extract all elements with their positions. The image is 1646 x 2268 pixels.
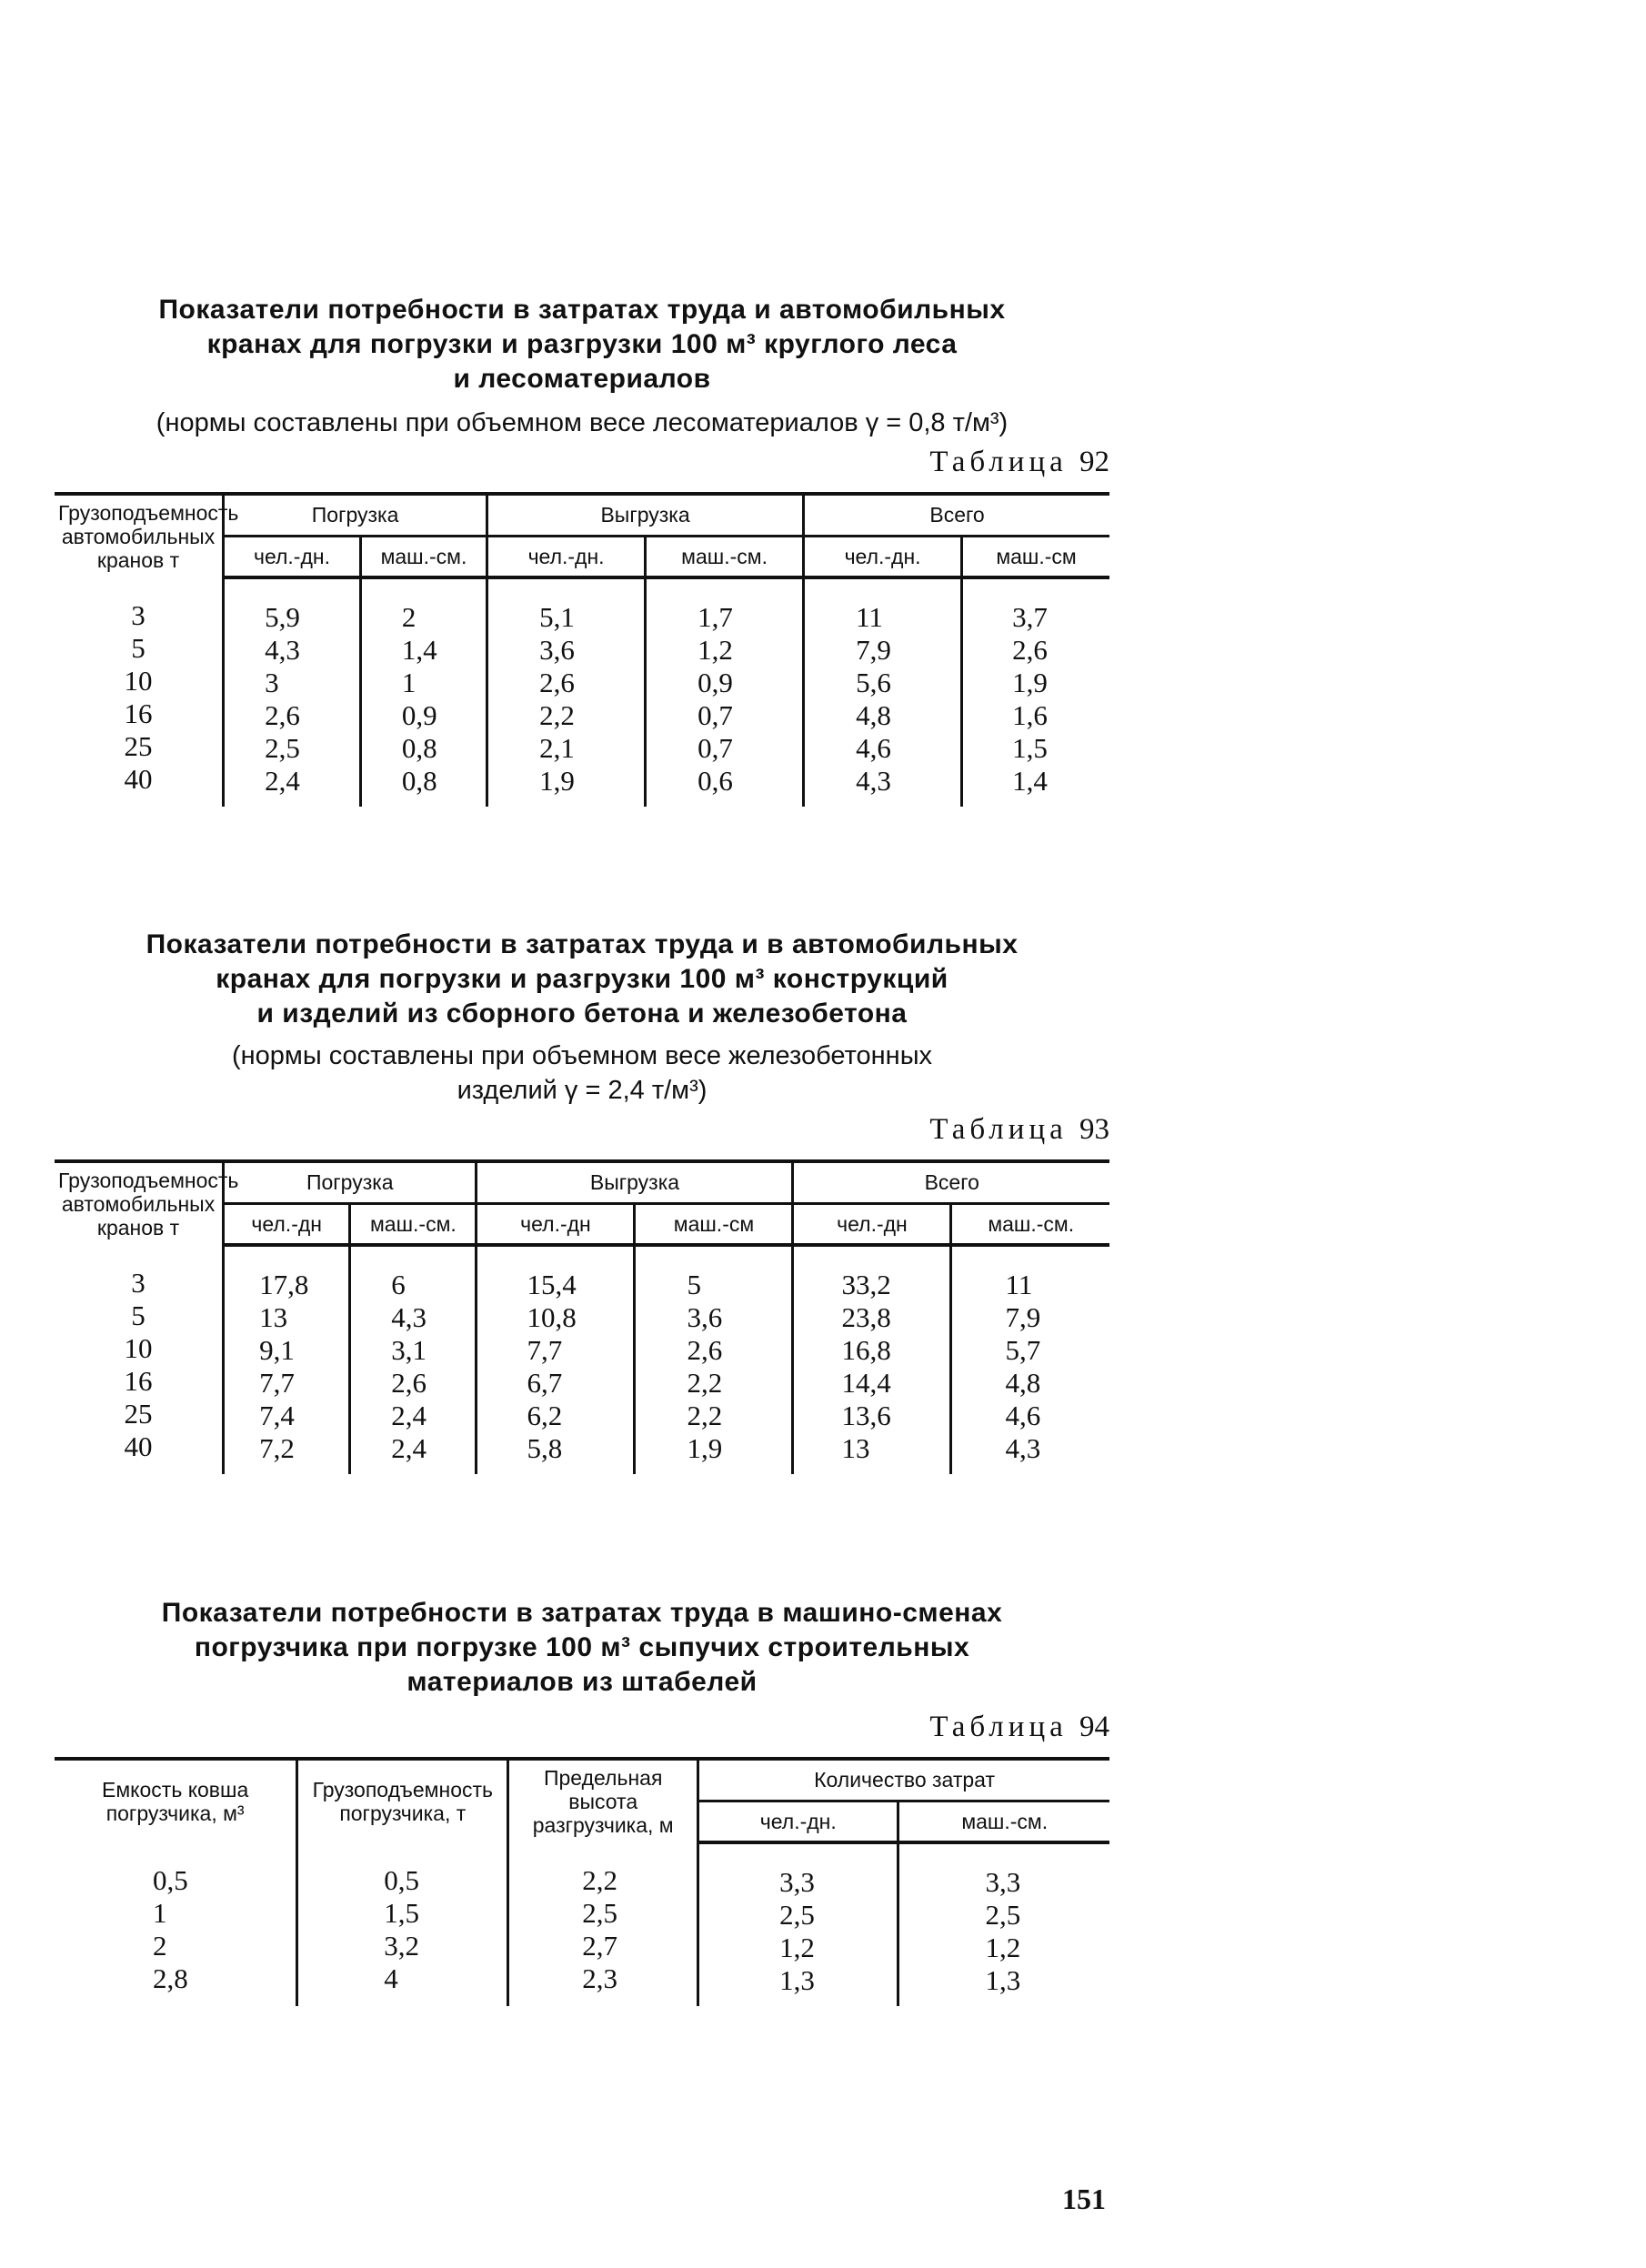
cell: 0,7 bbox=[698, 699, 733, 731]
cell: 3 bbox=[265, 667, 279, 698]
data-column bbox=[55, 1245, 224, 1474]
cell: 1,6 bbox=[1012, 699, 1048, 731]
group-header-loading: Погрузка bbox=[224, 1161, 477, 1203]
cell: 13 bbox=[259, 1301, 288, 1333]
cell: 4,3 bbox=[1005, 1432, 1041, 1464]
cell: 5 bbox=[687, 1269, 701, 1300]
cell: 5,8 bbox=[527, 1432, 563, 1464]
data-column bbox=[224, 577, 361, 807]
sub-header: чел.-дн. bbox=[804, 536, 962, 577]
cell: 1,3 bbox=[985, 1964, 1021, 1996]
table-body bbox=[55, 577, 1109, 807]
cell: 4,3 bbox=[391, 1301, 427, 1333]
table-label-word: Таблица bbox=[929, 1113, 1068, 1146]
data-column bbox=[477, 1245, 635, 1474]
cell: 5,1 bbox=[539, 601, 575, 633]
note-line: изделий γ = 2,4 т/м³) bbox=[457, 1076, 708, 1105]
cell: 4,3 bbox=[265, 634, 300, 666]
cell: 5,7 bbox=[1005, 1334, 1041, 1366]
cell: 6 bbox=[391, 1269, 406, 1300]
cell: 4,8 bbox=[856, 699, 891, 731]
cell: 3,6 bbox=[687, 1301, 723, 1333]
sub-header: чел.-дн. bbox=[487, 536, 646, 577]
sub-header: чел.-дн. bbox=[224, 536, 361, 577]
data-column bbox=[297, 1842, 508, 2006]
table-92-section bbox=[55, 293, 1109, 807]
cell: 0,8 bbox=[401, 732, 437, 764]
cell: 4,3 bbox=[856, 765, 891, 797]
cell: 11 bbox=[856, 601, 883, 633]
data-column bbox=[793, 1245, 951, 1474]
page-number: 151 bbox=[1062, 2183, 1106, 2215]
data-column bbox=[804, 577, 962, 807]
cell: 2,4 bbox=[391, 1432, 427, 1464]
cell: 10,8 bbox=[527, 1301, 577, 1333]
title-line: и изделий из сборного бетона и железобетона bbox=[256, 999, 908, 1029]
col-header-capacity: Грузоподъемность погрузчика, т bbox=[297, 1759, 508, 1842]
cell: 16 bbox=[124, 1365, 153, 1397]
cell: 2,5 bbox=[985, 1899, 1021, 1931]
cell: 2,4 bbox=[391, 1400, 427, 1431]
table-93 bbox=[55, 1159, 1109, 1474]
cell: 3,6 bbox=[539, 634, 575, 666]
sub-header: маш.-см. bbox=[350, 1203, 477, 1245]
cell: 2,4 bbox=[265, 765, 300, 797]
cell: 16,8 bbox=[841, 1334, 891, 1366]
cell: 6,2 bbox=[527, 1400, 563, 1431]
data-column bbox=[635, 1245, 793, 1474]
cell: 1,4 bbox=[1012, 765, 1048, 797]
cell: 1,9 bbox=[687, 1432, 723, 1464]
cell: 9,1 bbox=[259, 1334, 295, 1366]
table-92-title bbox=[55, 293, 1109, 396]
title-line: Показатели потребности в затратах труда и автомобильных bbox=[158, 295, 1006, 325]
table-92-label bbox=[55, 446, 1109, 479]
sub-header: маш.-см. bbox=[646, 536, 804, 577]
col-header-bucket: Емкость ковша погрузчика, м³ bbox=[55, 1759, 297, 1842]
cell: 2,6 bbox=[687, 1334, 723, 1366]
cell: 2 bbox=[401, 601, 417, 633]
table-94-label bbox=[55, 1711, 1109, 1744]
cell: 0,8 bbox=[401, 765, 437, 797]
table-label-word: Таблица bbox=[929, 446, 1068, 478]
cell: 1,3 bbox=[779, 1964, 815, 1996]
title-line: и лесоматериалов bbox=[453, 364, 711, 394]
table-93-title bbox=[55, 928, 1109, 1031]
cell: 7,9 bbox=[856, 634, 891, 666]
cell: 2,5 bbox=[779, 1899, 815, 1931]
cell: 33,2 bbox=[841, 1269, 891, 1300]
cell: 7,2 bbox=[259, 1432, 295, 1464]
cell: 2,2 bbox=[539, 699, 575, 731]
cell: 1,2 bbox=[985, 1932, 1021, 1963]
cell: 10 bbox=[124, 665, 153, 697]
data-column bbox=[350, 1245, 477, 1474]
sub-header: чел.-дн. bbox=[698, 1801, 898, 1842]
cell: 2,6 bbox=[265, 699, 300, 731]
cell: 0,6 bbox=[698, 765, 733, 797]
cell: 2 bbox=[153, 1930, 167, 1962]
note-line: (нормы составлены при объемном весе лесоматериалов γ = 0,8 т/м³) bbox=[156, 408, 1009, 437]
col-header-capacity: Грузоподъемность автомобильных кранов т bbox=[55, 494, 224, 577]
group-header-unloading: Выгрузка bbox=[477, 1161, 793, 1203]
cell: 1,5 bbox=[384, 1897, 420, 1929]
data-column bbox=[224, 1245, 350, 1474]
cell: 16 bbox=[124, 697, 153, 729]
sub-header: чел.-дн bbox=[224, 1203, 350, 1245]
cell: 7,9 bbox=[1005, 1301, 1041, 1333]
cell: 0,5 bbox=[153, 1864, 188, 1896]
sub-header: маш.-см. bbox=[951, 1203, 1109, 1245]
col-header-capacity: Грузоподъемность автомобильных кранов т bbox=[55, 1161, 224, 1245]
group-header-unloading: Выгрузка bbox=[487, 494, 804, 536]
cell: 40 bbox=[124, 1430, 153, 1462]
cell: 4,8 bbox=[1005, 1367, 1041, 1399]
table-body bbox=[55, 1245, 1109, 1474]
cell: 7,7 bbox=[527, 1334, 563, 1366]
data-column bbox=[962, 577, 1109, 807]
cell: 4 bbox=[384, 1962, 398, 1994]
cell: 13 bbox=[841, 1432, 870, 1464]
cell: 7,4 bbox=[259, 1400, 295, 1431]
data-column bbox=[55, 577, 224, 807]
title-line: Показатели потребности в затратах труда в машино-сменах bbox=[161, 1598, 1003, 1628]
cell: 2,6 bbox=[1012, 634, 1048, 666]
cell: 4,6 bbox=[1005, 1400, 1041, 1431]
table-body bbox=[55, 1842, 1109, 2006]
cell: 0,9 bbox=[698, 667, 733, 698]
sub-header: маш.-см. bbox=[898, 1801, 1109, 1842]
data-column bbox=[698, 1842, 898, 2006]
cell: 2,2 bbox=[687, 1367, 723, 1399]
cell: 5,6 bbox=[856, 667, 891, 698]
sub-header: маш.-см bbox=[962, 536, 1109, 577]
cell: 0,9 bbox=[401, 699, 437, 731]
cell: 6,7 bbox=[527, 1367, 563, 1399]
group-header-total: Всего bbox=[793, 1161, 1109, 1203]
cell: 2,2 bbox=[687, 1400, 723, 1431]
title-line: кранах для погрузки и разгрузки 100 м³ круглого леса bbox=[206, 329, 958, 359]
cell: 11 bbox=[1005, 1269, 1033, 1300]
cell: 13,6 bbox=[841, 1400, 891, 1431]
cell: 25 bbox=[124, 1398, 153, 1430]
note-line: (нормы составлены при объемном весе железобетонных bbox=[231, 1041, 933, 1070]
cell: 7,7 bbox=[259, 1367, 295, 1399]
cell: 10 bbox=[124, 1332, 153, 1364]
cell: 1,9 bbox=[1012, 667, 1048, 698]
cell: 3,2 bbox=[384, 1930, 420, 1962]
cell: 2,1 bbox=[539, 732, 575, 764]
cell: 3,3 bbox=[985, 1866, 1021, 1898]
table-93-note bbox=[55, 1039, 1109, 1108]
cell: 3,3 bbox=[779, 1866, 815, 1898]
cell: 0,5 bbox=[384, 1864, 420, 1896]
sub-header: чел.-дн bbox=[793, 1203, 951, 1245]
cell: 2,6 bbox=[391, 1367, 427, 1399]
cell: 0,7 bbox=[698, 732, 733, 764]
cell: 1,5 bbox=[1012, 732, 1048, 764]
group-header-total: Всего bbox=[804, 494, 1109, 536]
table-93-section bbox=[55, 928, 1109, 1474]
cell: 15,4 bbox=[527, 1269, 577, 1300]
cell: 14,4 bbox=[841, 1367, 891, 1399]
sub-header: маш.-см bbox=[635, 1203, 793, 1245]
cell: 1,2 bbox=[698, 634, 733, 666]
table-label-word: Таблица bbox=[929, 1711, 1068, 1743]
cell: 1,9 bbox=[539, 765, 575, 797]
data-column bbox=[487, 577, 646, 807]
cell: 3 bbox=[131, 1267, 146, 1299]
cell: 25 bbox=[124, 730, 153, 762]
group-header-cost: Количество затрат bbox=[698, 1759, 1109, 1801]
cell: 5 bbox=[131, 1300, 146, 1331]
cell: 5,9 bbox=[265, 601, 300, 633]
cell: 3 bbox=[131, 599, 146, 631]
cell: 2,5 bbox=[582, 1897, 618, 1929]
title-line: погрузчика при погрузке 100 м³ сыпучих строительных bbox=[194, 1632, 970, 1662]
cell: 2,6 bbox=[539, 667, 575, 698]
title-line: материалов из штабелей bbox=[406, 1667, 758, 1697]
col-header-height: Предельная высота разгрузчика, м bbox=[508, 1759, 698, 1842]
table-94 bbox=[55, 1757, 1109, 2006]
cell: 1,7 bbox=[698, 601, 733, 633]
data-column bbox=[360, 577, 487, 807]
cell: 2,5 bbox=[265, 732, 300, 764]
table-92 bbox=[55, 492, 1109, 807]
table-label-number: 94 bbox=[1079, 1711, 1109, 1743]
sub-header: маш.-см. bbox=[360, 536, 487, 577]
table-label-number: 92 bbox=[1079, 446, 1109, 478]
data-column bbox=[898, 1842, 1109, 2006]
cell: 4,6 bbox=[856, 732, 891, 764]
title-line: Показатели потребности в затратах труда и в автомобильных bbox=[146, 929, 1019, 959]
cell: 5 bbox=[131, 632, 146, 664]
cell: 3,1 bbox=[391, 1334, 427, 1366]
table-92-note bbox=[55, 406, 1109, 440]
data-column bbox=[55, 1842, 297, 2006]
cell: 1 bbox=[401, 667, 417, 698]
data-column bbox=[951, 1245, 1109, 1474]
table-94-title bbox=[55, 1596, 1109, 1700]
sub-header: чел.-дн bbox=[477, 1203, 635, 1245]
table-label-number: 93 bbox=[1079, 1113, 1109, 1146]
cell: 1 bbox=[153, 1897, 167, 1929]
group-header-loading: Погрузка bbox=[224, 494, 487, 536]
title-line: кранах для погрузки и разгрузки 100 м³ конструкций bbox=[216, 964, 948, 994]
cell: 2,2 bbox=[582, 1864, 618, 1896]
data-column bbox=[646, 577, 804, 807]
cell: 1,4 bbox=[401, 634, 437, 666]
cell: 17,8 bbox=[259, 1269, 309, 1300]
cell: 2,7 bbox=[582, 1930, 618, 1962]
cell: 40 bbox=[124, 763, 153, 795]
cell: 2,3 bbox=[582, 1962, 618, 1994]
cell: 1,2 bbox=[779, 1932, 815, 1963]
table-93-label bbox=[55, 1113, 1109, 1147]
table-94-section bbox=[55, 1596, 1109, 2006]
cell: 23,8 bbox=[841, 1301, 891, 1333]
cell: 2,8 bbox=[153, 1962, 188, 1994]
data-column bbox=[508, 1842, 698, 2006]
cell: 3,7 bbox=[1012, 601, 1048, 633]
